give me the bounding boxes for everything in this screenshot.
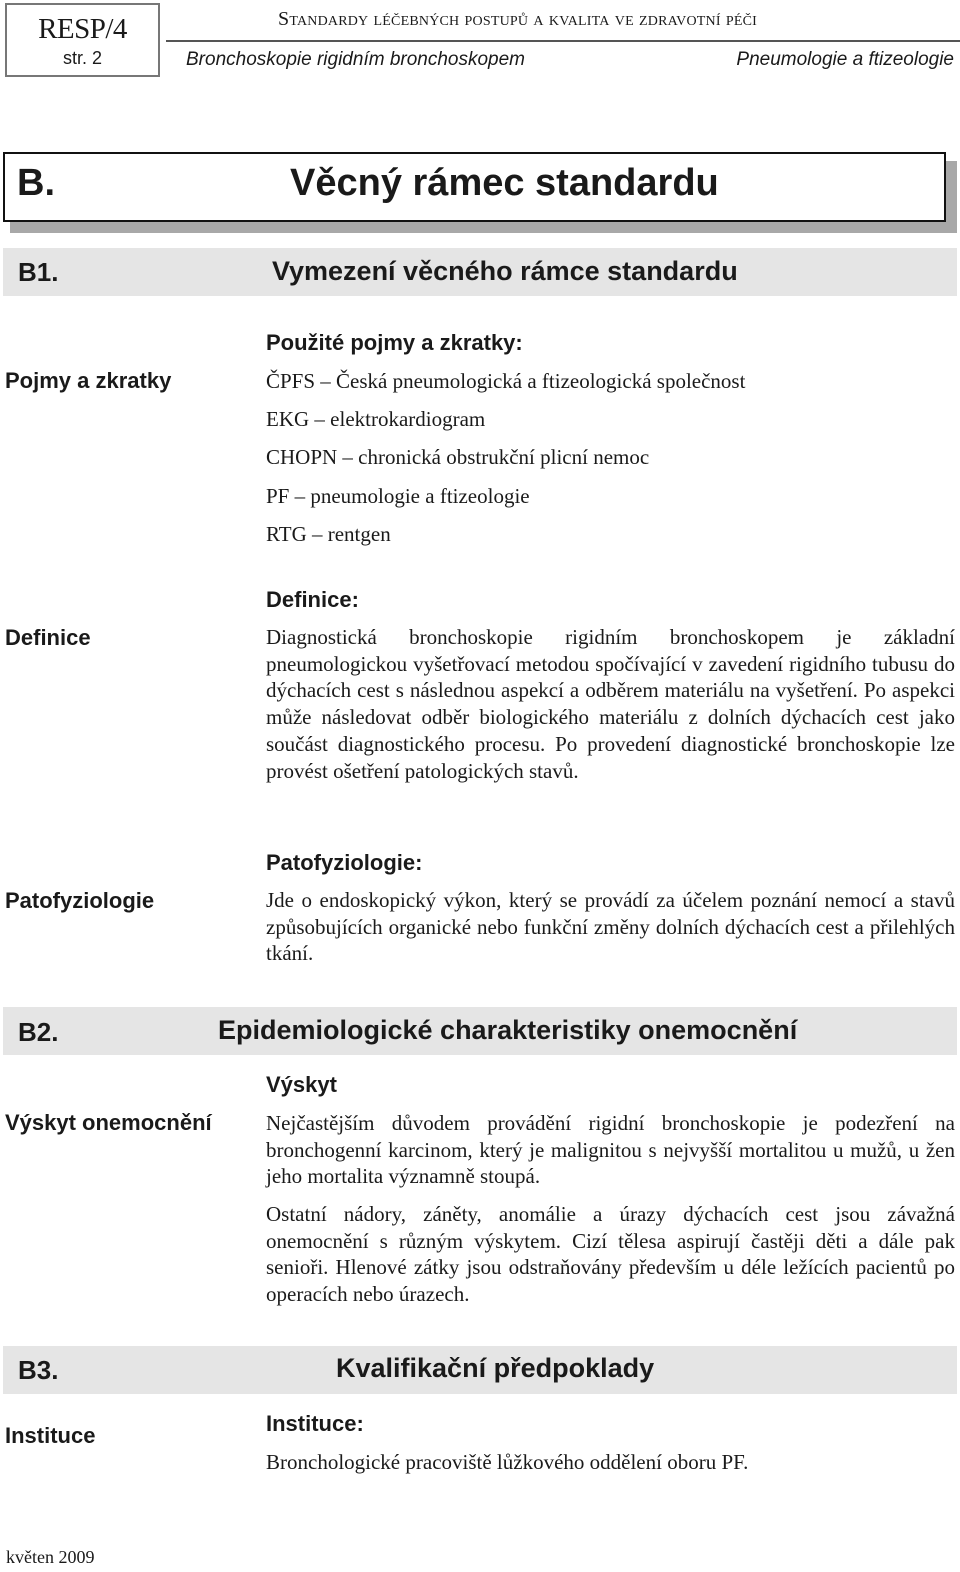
section-b2-number: B2.	[18, 1017, 59, 1047]
section-b1-number: B1.	[18, 257, 59, 287]
section-b3-title: Kvalifikační předpoklady	[336, 1353, 655, 1383]
definice-heading: Definice:	[266, 587, 359, 612]
side-label-patofyziologie: Patofyziologie	[5, 888, 155, 913]
side-label-definice: Definice	[5, 625, 91, 650]
side-label-vyskyt: Výskyt onemocnění	[5, 1110, 212, 1135]
pojmy-heading: Použité pojmy a zkratky:	[266, 330, 523, 355]
instituce-text: Bronchologické pracoviště lůžkového oddělení oboru PF.	[266, 1450, 749, 1474]
abbreviation-item: CHOPN – chronická obstrukční plicní nemoc	[266, 445, 650, 469]
header-rule	[166, 40, 960, 42]
running-title: Standardy léčebných postupů a kvalita ve zdravotní péči	[278, 8, 758, 30]
document-code-box	[5, 3, 160, 77]
abbreviation-item: EKG – elektrokardiogram	[266, 407, 486, 431]
side-label-instituce: Instituce	[5, 1423, 96, 1448]
page-number: str. 2	[62, 48, 102, 68]
vyskyt-paragraph-1: Nejčastějším důvodem provádění rigidní bronchoskopie je podezření na bronchogenní karcinom, který je malignitou s nejvyšší mortalitou u mužů, u žen jeho mortalita významně stoupá.	[266, 1111, 955, 1189]
section-b-title: Věcný rámec standardu	[290, 162, 719, 204]
section-b-letter: B.	[17, 162, 55, 204]
document-code: RESP/4	[38, 13, 127, 45]
abbreviation-item: RTG – rentgen	[266, 522, 391, 546]
section-b2-title: Epidemiologické charakteristiky onemocnění	[218, 1015, 798, 1045]
patofyziologie-paragraph: Jde o endoskopický výkon, který se provádí za účelem poznání nemocí a stavů způsobujících organické nebo funkční změny dolních dýchacích cest a přilehlých tkání.	[266, 888, 955, 966]
section-b3-number: B3.	[18, 1355, 59, 1385]
side-label-pojmy: Pojmy a zkratky	[5, 368, 172, 393]
abbreviation-item: ČPFS – Česká pneumologická a ftizeologická společnost	[266, 369, 746, 393]
vyskyt-heading: Výskyt	[266, 1072, 337, 1097]
abbreviation-item: PF – pneumologie a ftizeologie	[266, 484, 530, 508]
section-b1-title: Vymezení věcného rámce standardu	[272, 256, 738, 286]
footer-date: květen 2009	[6, 1547, 95, 1567]
instituce-heading: Instituce:	[266, 1411, 364, 1436]
definice-paragraph: Diagnostická bronchoskopie rigidním bronchoskopem je základní pneumologickou vyšetřovací metodou spočívající v zavedení rigidního tubusu do dýchacích cest s následnou aspekcí a odběrem materiálu na vyšetření. Po aspekci může následovat odběr biologického materiálu z dolních dýchacích cest jako součást diagnostického procesu. Po provedení diagnostické bronchoskopie lze provést ošetření patologických stavů.	[266, 625, 955, 783]
vyskyt-paragraph-2: Ostatní nádory, záněty, anomálie a úrazy dýchacích cest jsou závažná onemocnění s různým výskytem. Cizí tělesa aspirují častěji děti a dále pak senioři. Hlenové zátky jsou odstraňovány především u déle ležících pacientů po operacích nebo úrazech.	[266, 1202, 955, 1307]
running-subtitle-right: Pneumologie a ftizeologie	[736, 49, 954, 70]
running-subtitle-left: Bronchoskopie rigidním bronchoskopem	[186, 49, 526, 70]
patofyziologie-heading: Patofyziologie:	[266, 850, 423, 875]
